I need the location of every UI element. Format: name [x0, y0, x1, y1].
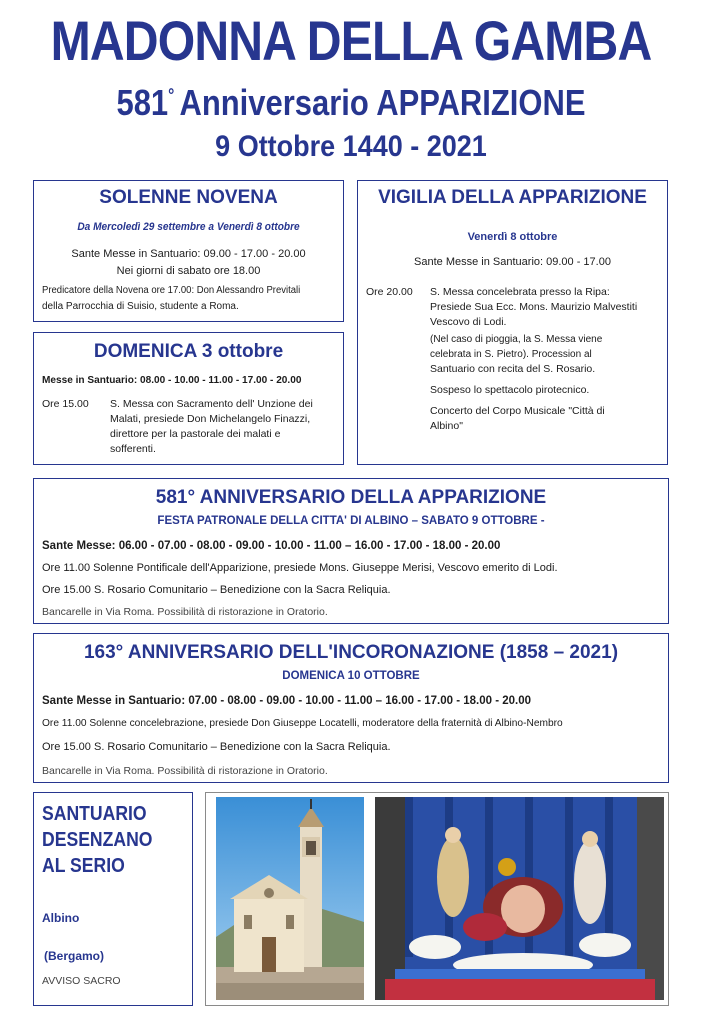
vigilia-desc-line: Presiede Sua Ecc. Mons. Maurizio Malvestiti — [430, 301, 638, 313]
domenica3-description — [110, 397, 313, 457]
incoronazione-subtitle: DOMENICA 10 OTTOBRE — [282, 670, 420, 682]
anniversary-number: 581 — [116, 82, 169, 123]
vigilia-masses: Sante Messe in Santuario: 09.00 - 17.00 — [414, 256, 611, 268]
church-photo — [216, 797, 364, 1000]
vigilia-desc-line: Vescovo di Lodi. — [430, 316, 507, 328]
novena-parish: della Parrocchia di Suisio, studente a Roma. — [42, 301, 239, 312]
anniversario-title: 581° ANNIVERSARIO DELLA APPARIZIONE — [155, 487, 547, 508]
anniversario-subtitle: FESTA PATRONALE DELLA CITTA' DI ALBINO – SABATO 9 OTTOBRE - — [157, 515, 545, 527]
vigilia-title: VIGILIA DELLA APPARIZIONE — [378, 187, 647, 208]
incoronazione-concelebrazione: Ore 11.00 Solenne concelebrazione, presiede Don Giuseppe Locatelli, moderatore della fraternità di Albino-Nembro — [42, 717, 563, 729]
incoronazione-title: 163° ANNIVERSARIO DELL'INCORONAZIONE (1858 – 2021) — [83, 642, 619, 663]
avviso-sacro: AVVISO SACRO — [42, 975, 121, 987]
madonna-statue-photo — [375, 797, 664, 1000]
vigilia-description — [430, 285, 637, 434]
domenica3-desc-line: direttore per la pastorale dei malati e — [110, 428, 281, 440]
anniversario-masses: Sante Messe: 06.00 - 07.00 - 08.00 - 09.00 - 10.00 - 11.00 – 16.00 - 17.00 - 18.00 - 20.00 — [42, 540, 501, 552]
vigilia-rain-line: Santuario con recita del S. Rosario. — [430, 363, 596, 375]
vigilia-rain-line: celebrata in S. Pietro). Procession al — [430, 349, 592, 360]
domenica3-desc-line: Malati, presiede Don Michelangelo Finazzi, — [110, 413, 311, 425]
vigilia-box — [357, 180, 668, 465]
novena-box — [33, 180, 344, 322]
vigilia-desc-line: S. Messa concelebrata presso la Ripa: — [430, 286, 610, 298]
vigilia-concert-line: Albino" — [430, 420, 463, 432]
vigilia-date: Venerdì 8 ottobre — [467, 231, 558, 243]
domenica3-title: DOMENICA 3 ottobre — [93, 341, 284, 362]
church-illustration — [216, 797, 364, 1000]
santuario-line: DESENZANO — [42, 829, 153, 851]
anniversario-box — [33, 478, 669, 624]
domenica3-box — [33, 332, 344, 465]
incoronazione-box — [33, 633, 669, 783]
novena-title: SOLENNE NOVENA — [99, 187, 278, 208]
incoronazione-footer: Bancarelle in Via Roma. Possibilità di ristorazione in Oratorio. — [42, 765, 328, 777]
santuario-name — [42, 801, 153, 879]
statue-illustration — [375, 797, 664, 1000]
novena-preacher: Predicatore della Novena ore 17.00: Don Alessandro Previtali — [42, 285, 301, 296]
novena-dates: Da Mercoledì 29 settembre a Venerdì 8 ottobre — [77, 221, 300, 233]
incoronazione-masses: Sante Messe in Santuario: 07.00 - 08.00 - 09.00 - 10.00 - 11.00 – 16.00 - 17.00 - 18.00 - 20.00 — [42, 695, 532, 707]
degree-sign: ° — [168, 85, 175, 105]
domenica3-time: Ore 15.00 — [42, 398, 89, 410]
incoronazione-rosario: Ore 15.00 S. Rosario Comunitario – Benedizione con la Sacra Reliquia. — [42, 741, 391, 753]
santuario-province: (Bergamo) — [44, 949, 105, 963]
santuario-line: SANTUARIO — [42, 803, 147, 825]
vigilia-concert-line: Concerto del Corpo Musicale "Città di — [430, 405, 605, 417]
anniversario-rosario: Ore 15.00 S. Rosario Comunitario – Benedizione con la Sacra Reliquia. — [42, 584, 391, 596]
date-range: 9 Ottobre 1440 - 2021 — [215, 130, 487, 163]
novena-saturday: Nei giorni di sabato ore 18.00 — [116, 265, 261, 277]
domenica3-desc-line: S. Messa con Sacramento dell' Unzione dei — [110, 398, 313, 410]
domenica3-masses: Messe in Santuario: 08.00 - 10.00 - 11.00 - 17.00 - 20.00 — [42, 374, 302, 386]
vigilia-fireworks: Sospeso lo spettacolo pirotecnico. — [430, 384, 590, 396]
santuario-city: Albino — [42, 911, 80, 925]
anniversary-text: Anniversario APPARIZIONE — [179, 82, 586, 123]
santuario-box — [33, 792, 193, 1006]
anniversario-footer: Bancarelle in Via Roma. Possibilità di ristorazione in Oratorio. — [42, 606, 328, 618]
vigilia-time: Ore 20.00 — [366, 286, 413, 298]
vigilia-rain-line: (Nel caso di pioggia, la S. Messa viene — [430, 334, 603, 345]
novena-masses: Sante Messe in Santuario: 09.00 - 17.00 - 20.00 — [71, 248, 306, 260]
santuario-line: AL SERIO — [42, 855, 125, 877]
page-title: MADONNA DELLA GAMBA — [50, 9, 652, 72]
domenica3-desc-line: sofferenti. — [110, 443, 156, 455]
anniversary-subtitle — [49, 82, 653, 124]
anniversario-pontificale: Ore 11.00 Solenne Pontificale dell'Apparizione, presiede Mons. Giuseppe Merisi, Vescovo emerito di Lodi. — [42, 562, 558, 574]
